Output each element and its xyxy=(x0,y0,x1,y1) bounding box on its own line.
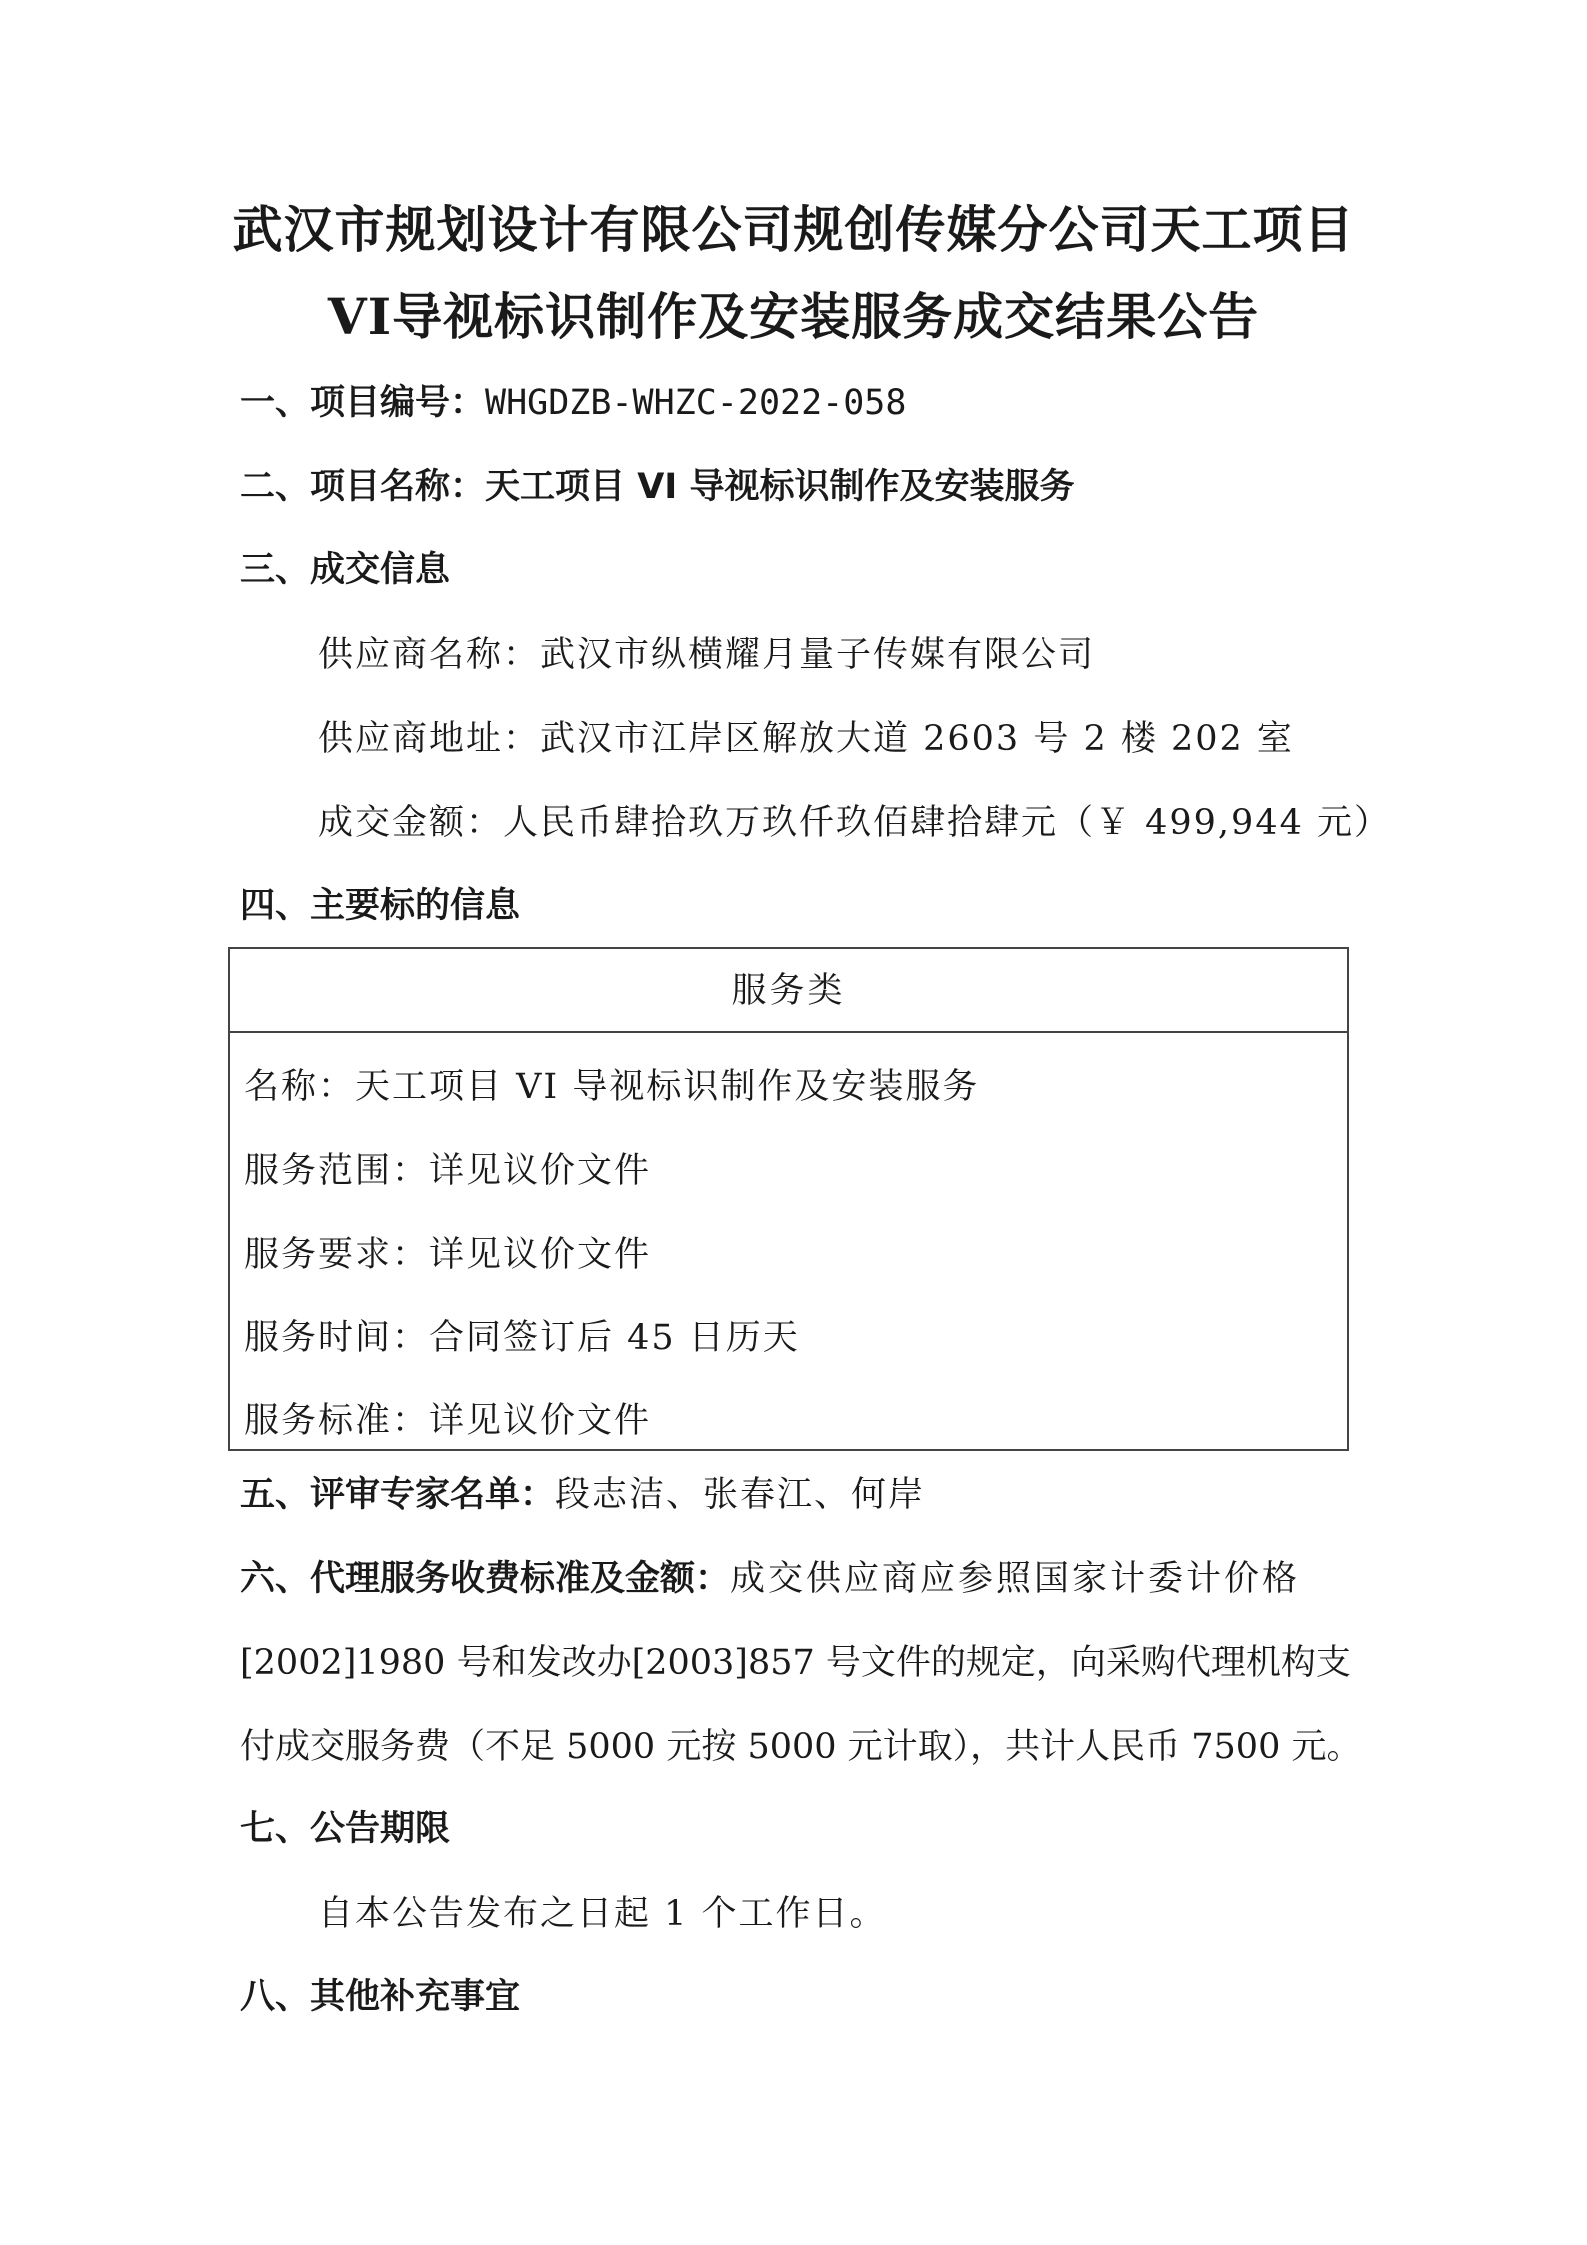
project-name-label: 二、项目名称： xyxy=(240,467,486,507)
agency-fee-line1 xyxy=(240,1559,1301,1599)
agency-fee-line2: [2002]1980 号和发改办[2003]857 号文件的规定，向采购代理机构支 xyxy=(240,1643,1351,1683)
agency-fee-label: 六、代理服务收费标准及金额： xyxy=(240,1559,731,1599)
table-row-scope: 服务范围：详见议价文件 xyxy=(244,1151,652,1191)
deal-amount: 成交金额：人民币肆拾玖万玖仟玖佰肆拾肆元（￥ 499,944 元） xyxy=(318,803,1391,843)
table-row-standard: 服务标准：详见议价文件 xyxy=(244,1401,652,1441)
section-other-matters-heading: 八、其他补充事宜 xyxy=(240,1977,521,2017)
project-number-value: WHGDZB-WHZC-2022-058 xyxy=(485,383,907,423)
table-header: 服务类 xyxy=(230,949,1347,1033)
supplier-name: 供应商名称：武汉市纵横耀月量子传媒有限公司 xyxy=(318,635,1096,675)
subject-info-table xyxy=(228,947,1349,1451)
agency-fee-text1: 成交供应商应参照国家计委计价格 xyxy=(730,1559,1301,1599)
table-row-name: 名称：天工项目 VI 导视标识制作及安装服务 xyxy=(244,1067,980,1107)
table-row-requirements: 服务要求：详见议价文件 xyxy=(244,1235,652,1275)
project-name-value: 天工项目 VI 导视标识制作及安装服务 xyxy=(485,467,1075,507)
expert-list-value: 段志洁、张春江、何岸 xyxy=(555,1475,926,1515)
project-name xyxy=(240,467,1075,507)
document-title-line2: VI导视标识制作及安装服务成交结果公告 xyxy=(327,287,1260,346)
agency-fee-line3: 付成交服务费（不足 5000 元按 5000 元计取），共计人民币 7500 元。 xyxy=(240,1727,1362,1767)
section-announcement-period-heading: 七、公告期限 xyxy=(240,1809,451,1849)
document-title-line1: 武汉市规划设计有限公司规创传媒分公司天工项目 xyxy=(232,200,1355,259)
expert-list-label: 五、评审专家名单： xyxy=(240,1475,556,1515)
announcement-period: 自本公告发布之日起 1 个工作日。 xyxy=(318,1894,887,1934)
project-number xyxy=(240,383,907,423)
project-number-label: 一、项目编号： xyxy=(240,383,486,423)
table-row-time: 服务时间：合同签订后 45 日历天 xyxy=(244,1318,800,1358)
expert-list xyxy=(240,1475,926,1515)
section-deal-info-heading: 三、成交信息 xyxy=(240,550,451,590)
section-main-subject-heading: 四、主要标的信息 xyxy=(240,886,521,926)
supplier-address: 供应商地址：武汉市江岸区解放大道 2603 号 2 楼 202 室 xyxy=(318,719,1294,759)
